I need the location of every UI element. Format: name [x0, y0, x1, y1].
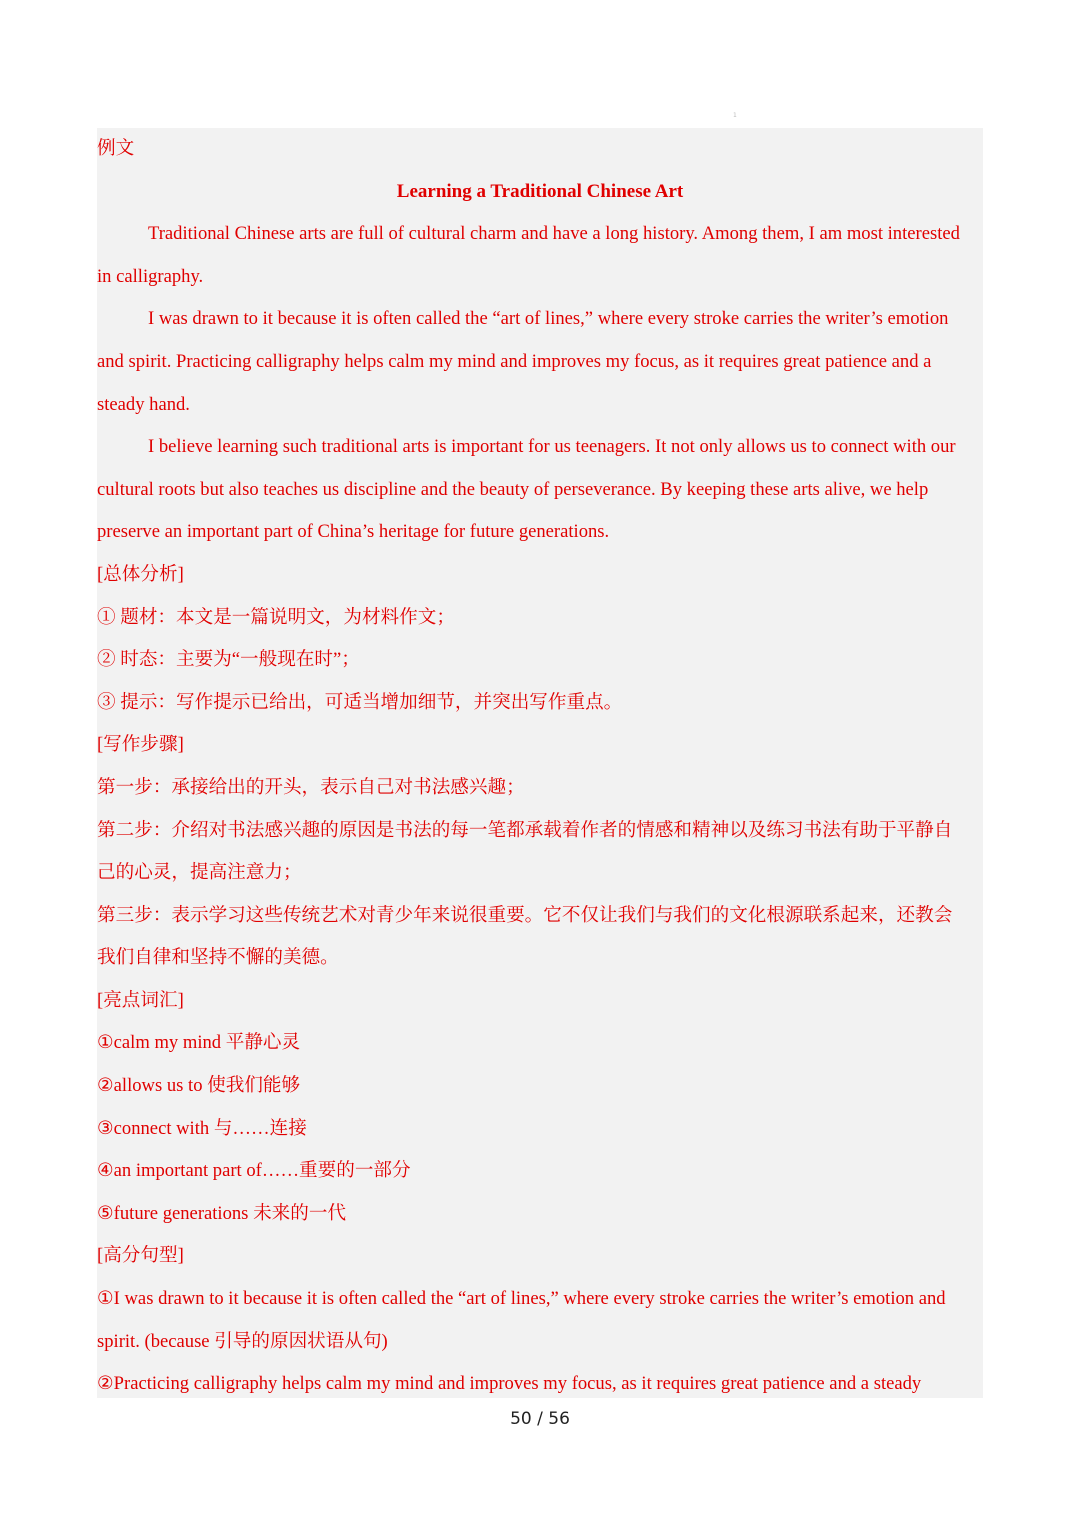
- paragraph-2-line-2: and spirit. Practicing calligraphy helps calm my mind and improves my focus, as it requires great patience and a: [97, 350, 932, 372]
- example-label: 例文: [97, 138, 135, 159]
- vocabulary-item-5: ⑤future generations 未来的一代: [97, 1202, 347, 1224]
- sentence-1-line-1: ①I was drawn to it because it is often called the “art of lines,” where every stroke carries the writer’s emotion and: [97, 1288, 946, 1310]
- header-mark: 1: [733, 112, 737, 119]
- section-heading-analysis: [总体分析]: [97, 563, 184, 585]
- step-1: 第一步：承接给出的开头，表示自己对书法感兴趣；: [97, 776, 525, 798]
- page-number: 50 / 56: [510, 1409, 570, 1429]
- example-essay-panel: [97, 128, 983, 1398]
- paragraph-1-line-2: in calligraphy.: [97, 265, 204, 287]
- sentence-2-line-1: ②Practicing calligraphy helps calm my mind and improves my focus, as it requires great patience and a steady: [97, 1373, 922, 1395]
- paragraph-2-line-1: I was drawn to it because it is often called the “art of lines,” where every stroke carries the writer’s emotion: [148, 308, 949, 330]
- paragraph-1-line-1: Traditional Chinese arts are full of cultural charm and have a long history. Among them, I am most interested: [148, 223, 960, 245]
- paragraph-2-line-3: steady hand.: [97, 393, 190, 415]
- sentence-1-line-2: spirit. (because 引导的原因状语从句): [97, 1330, 388, 1352]
- vocabulary-item-4: ④an important part of……重要的一部分: [97, 1160, 411, 1182]
- section-heading-sentences: [高分句型]: [97, 1245, 184, 1267]
- step-2-line-2: 己的心灵，提高注意力；: [97, 862, 302, 884]
- step-3-line-2: 我们自律和坚持不懈的美德。: [97, 947, 339, 969]
- vocabulary-item-2: ②allows us to 使我们能够: [97, 1075, 301, 1097]
- step-3-line-1: 第三步：表示学习这些传统艺术对青少年来说很重要。它不仅让我们与我们的文化根源联系起来，还教会: [97, 904, 953, 926]
- analysis-item-2: ② 时态：主要为“一般现在时”；: [97, 649, 360, 671]
- section-heading-vocabulary: [亮点词汇]: [97, 989, 184, 1011]
- step-2-line-1: 第二步：介绍对书法感兴趣的原因是书法的每一笔都承载着作者的情感和精神以及练习书法有助于平静自: [97, 819, 953, 841]
- paragraph-3-line-3: preserve an important part of China’s heritage for future generations.: [97, 521, 610, 543]
- paragraph-3-line-1: I believe learning such traditional arts is important for us teenagers. It not only allows us to connect with our: [148, 436, 956, 458]
- section-heading-steps: [写作步骤]: [97, 734, 184, 756]
- analysis-item-3: ③ 提示：写作提示已给出，可适当增加细节，并突出写作重点。: [97, 691, 623, 713]
- paragraph-3-line-2: cultural roots but also teaches us discipline and the beauty of perseverance. By keeping these arts alive, we help: [97, 478, 929, 500]
- analysis-item-1: ① 题材：本文是一篇说明文，为材料作文；: [97, 606, 455, 628]
- essay-content: [97, 128, 983, 1398]
- essay-title: Learning a Traditional Chinese Art: [396, 180, 684, 202]
- vocabulary-item-3: ③connect with 与……连接: [97, 1117, 307, 1139]
- vocabulary-item-1: ①calm my mind 平静心灵: [97, 1032, 301, 1054]
